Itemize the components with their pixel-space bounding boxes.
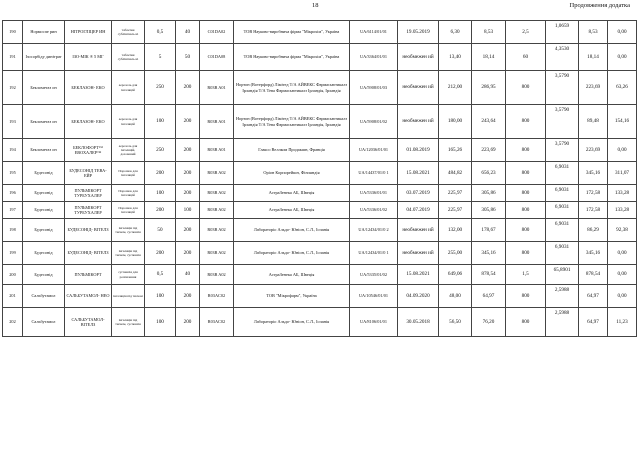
cell-drug-name: Сальбутамол <box>23 308 65 337</box>
cell-registration-number: UA/6114/01/01 <box>350 21 398 44</box>
cell-row-number: 190 <box>3 21 23 44</box>
cell-dose: 5 <box>145 44 176 71</box>
cell-copayment: 311,07 <box>608 162 637 185</box>
cell-ddd-cost: 6,9031 <box>546 162 579 185</box>
cell-registration-number: UA/8106/01/01 <box>350 308 398 337</box>
cell-atc-code: R03AC02 <box>200 308 234 337</box>
cell-trade-name: БЕКЛОФОРТ™ ЕВОХАЛЕР™ <box>65 139 112 162</box>
cell-ddd-cost: 1,0659 <box>546 21 579 44</box>
cell-drug-name: Беклометаз он <box>23 139 65 162</box>
cell-quantity: 100 <box>176 202 200 219</box>
cell-ddd: 800 <box>506 219 546 242</box>
table-row <box>3 185 637 202</box>
cell-row-number: 191 <box>3 44 23 71</box>
cell-trade-name: ІЗО-МІК ® 5 МГ <box>65 44 112 71</box>
cell-ddd: 800 <box>506 285 546 308</box>
cell-copayment: 0,00 <box>608 139 637 162</box>
cell-drug-name: Будесонід <box>23 265 65 285</box>
cell-registration-number: UA/5908/01/03 <box>350 71 398 105</box>
cell-expiry-date: 15.08.2021 <box>398 162 439 185</box>
cell-reimbursement-amount: 172,58 <box>579 202 608 219</box>
cell-dosage-form: інгаляція під тиском, суспензія <box>112 308 145 337</box>
cell-trade-name: ПУЛЬМІКОРТ ТУРБУХАЛЕР <box>65 185 112 202</box>
cell-wholesale-price: 132,00 <box>439 219 472 242</box>
cell-wholesale-price: 6,30 <box>439 21 472 44</box>
cell-row-number: 202 <box>3 308 23 337</box>
cell-wholesale-price: 255,00 <box>439 242 472 265</box>
continuation-label: Продовження додатка <box>569 2 630 9</box>
cell-copayment: 133,28 <box>608 185 637 202</box>
cell-copayment: 154,16 <box>608 105 637 139</box>
cell-registration-number: UA/5336/01/01 <box>350 185 398 202</box>
cell-trade-name: ПУЛЬМІКОРТ ТУРБУХАЛЕР <box>65 202 112 219</box>
cell-copayment: 63,26 <box>608 71 637 105</box>
cell-dose: 250 <box>145 71 176 105</box>
cell-drug-name: Будесонід <box>23 202 65 219</box>
cell-reimbursement-amount: 223,69 <box>579 139 608 162</box>
cell-dose: 200 <box>145 202 176 219</box>
cell-row-number: 192 <box>3 71 23 105</box>
cell-dose: 100 <box>145 185 176 202</box>
cell-wholesale-price: 484,82 <box>439 162 472 185</box>
table-row <box>3 308 637 337</box>
cell-atc-code: R03B A02 <box>200 265 234 285</box>
table-row <box>3 21 637 44</box>
cell-retail-price: 76,20 <box>472 308 506 337</box>
cell-expiry-date: 01.08.2019 <box>398 139 439 162</box>
cell-quantity: 200 <box>176 71 200 105</box>
cell-ddd: 1,5 <box>506 265 546 285</box>
cell-ddd-cost: 3,5790 <box>546 139 579 162</box>
cell-trade-name: БУДЕСОНІД ТЕВА-ЕЙР <box>65 162 112 185</box>
cell-row-number: 194 <box>3 139 23 162</box>
cell-dose: 100 <box>145 105 176 139</box>
cell-ddd: 800 <box>506 71 546 105</box>
cell-reimbursement-amount: 89,48 <box>579 105 608 139</box>
cell-reimbursement-amount: 64,97 <box>579 308 608 337</box>
cell-quantity: 200 <box>176 308 200 337</box>
cell-quantity: 200 <box>176 219 200 242</box>
cell-atc-code: R03B A02 <box>200 185 234 202</box>
cell-atc-code: C01DA08 <box>200 44 234 71</box>
cell-trade-name: САЛЬБУТАМОЛ- ВІТЕЛЗ <box>65 308 112 337</box>
cell-dose: 0,5 <box>145 265 176 285</box>
cell-drug-name: Ізосорбіду динітрат <box>23 44 65 71</box>
cell-copayment: 0,00 <box>608 21 637 44</box>
cell-ddd-cost: 3,5790 <box>546 105 579 139</box>
cell-drug-name: Будесонід <box>23 242 65 265</box>
cell-dosage-form: таблетки сублінгваль ні <box>112 21 145 44</box>
cell-dosage-form: суспензія для розпилення <box>112 265 145 285</box>
cell-manufacturer: АстраЗенека АБ, Швеція <box>234 265 350 285</box>
cell-row-number: 193 <box>3 105 23 139</box>
cell-registration-number: UA/12434/01/0 2 <box>350 219 398 242</box>
table-row <box>3 105 637 139</box>
cell-manufacturer: Глаксо Веллком Продакшн, Франція <box>234 139 350 162</box>
cell-quantity: 40 <box>176 265 200 285</box>
cell-dose: 100 <box>145 308 176 337</box>
cell-ddd: 800 <box>506 308 546 337</box>
cell-manufacturer: АстраЗенека АБ, Швеція <box>234 185 350 202</box>
cell-wholesale-price: 225,97 <box>439 185 472 202</box>
cell-row-number: 200 <box>3 265 23 285</box>
cell-expiry-date: 04.07.2019 <box>398 202 439 219</box>
cell-atc-code: C01DA02 <box>200 21 234 44</box>
cell-wholesale-price: 180,00 <box>439 105 472 139</box>
cell-expiry-date: 19.05.2019 <box>398 21 439 44</box>
cell-manufacturer: ТОВ "Мікрофарм", Україна <box>234 285 350 308</box>
cell-manufacturer: Нортон (Вотерфорд) Лімітед Т/А АЙВЕКС Фармасьютикалз Ірландія Т/А Тева Фармасьютикалз Ірландія, Ірландія <box>234 71 350 105</box>
cell-dose: 200 <box>145 242 176 265</box>
table-row <box>3 219 637 242</box>
cell-copayment: 0,00 <box>608 265 637 285</box>
cell-dosage-form: Порошок для інгаляцій <box>112 202 145 219</box>
medicines-register-table <box>2 20 637 337</box>
cell-copayment: 0,00 <box>608 242 637 265</box>
cell-copayment: 0,00 <box>608 44 637 71</box>
table-row <box>3 44 637 71</box>
cell-retail-price: 878,54 <box>472 265 506 285</box>
cell-expiry-date: необмежен ий <box>398 71 439 105</box>
cell-trade-name: НІТРОГЛІЦЕР ИН <box>65 21 112 44</box>
cell-wholesale-price: 56,50 <box>439 308 472 337</box>
cell-expiry-date: необмежен ий <box>398 44 439 71</box>
cell-manufacturer: Лабораторіо Альдо- Юніон, С.Л., Іспанія <box>234 219 350 242</box>
table-row <box>3 202 637 219</box>
cell-expiry-date: 04.09.2020 <box>398 285 439 308</box>
cell-dosage-form: аерозоль для інгаляцій <box>112 105 145 139</box>
cell-manufacturer: АстраЗенека АБ, Швеція <box>234 202 350 219</box>
cell-retail-price: 8,53 <box>472 21 506 44</box>
cell-copayment: 11,23 <box>608 308 637 337</box>
cell-wholesale-price: 165,26 <box>439 139 472 162</box>
cell-copayment: 0,00 <box>608 285 637 308</box>
cell-dose: 0,5 <box>145 21 176 44</box>
cell-reimbursement-amount: 172,58 <box>579 185 608 202</box>
cell-atc-code: R03B A02 <box>200 162 234 185</box>
cell-trade-name: БУДЕСОНІД- ВІТЕЛЗ <box>65 219 112 242</box>
cell-expiry-date: 15.08.2021 <box>398 265 439 285</box>
cell-ddd-cost: 6,9031 <box>546 185 579 202</box>
cell-quantity: 200 <box>176 285 200 308</box>
cell-trade-name: БУДЕСОНІД- ВІТЕЛЗ <box>65 242 112 265</box>
cell-retail-price: 656,23 <box>472 162 506 185</box>
cell-copayment: 92,38 <box>608 219 637 242</box>
cell-trade-name: САЛЬБУТАМОЛ- НЕО <box>65 285 112 308</box>
cell-dose: 200 <box>145 162 176 185</box>
cell-ddd: 800 <box>506 185 546 202</box>
cell-wholesale-price: 212,00 <box>439 71 472 105</box>
table-row <box>3 265 637 285</box>
cell-manufacturer: Нортон (Вотерфорд) Лімітед Т/А АЙВЕКС Фармасьютикалз Ірландія Т/А Тева Фармасьютикалз Ірландія, Ірландія <box>234 105 350 139</box>
cell-retail-price: 18,14 <box>472 44 506 71</box>
cell-ddd-cost: 2,5988 <box>546 308 579 337</box>
cell-ddd: 800 <box>506 242 546 265</box>
cell-dosage-form: Порошок для інгаляцій <box>112 162 145 185</box>
cell-quantity: 50 <box>176 44 200 71</box>
cell-retail-price: 305,86 <box>472 202 506 219</box>
cell-expiry-date: 03.07.2019 <box>398 185 439 202</box>
cell-expiry-date: необмежен ий <box>398 105 439 139</box>
cell-registration-number: UA/10546/01/01 <box>350 285 398 308</box>
cell-reimbursement-amount: 64,97 <box>579 285 608 308</box>
cell-wholesale-price: 225,97 <box>439 202 472 219</box>
cell-ddd: 800 <box>506 139 546 162</box>
cell-manufacturer: ТОВ Науково-виробнича фірма "Мікрохім", Україна <box>234 21 350 44</box>
cell-trade-name: ПУЛЬМІКОРТ <box>65 265 112 285</box>
cell-dosage-form: інгаляція під тиском, суспензія <box>112 219 145 242</box>
cell-ddd: 800 <box>506 202 546 219</box>
cell-manufacturer: Оріон Корпорейшн, Фінляндія <box>234 162 350 185</box>
table-row <box>3 139 637 162</box>
cell-quantity: 200 <box>176 139 200 162</box>
cell-reimbursement-amount: 8,53 <box>579 21 608 44</box>
cell-registration-number: UA/5336/01/02 <box>350 202 398 219</box>
cell-dosage-form: таблетки сублінгваль ні <box>112 44 145 71</box>
cell-dose: 100 <box>145 285 176 308</box>
cell-reimbursement-amount: 86,29 <box>579 219 608 242</box>
cell-manufacturer: Лабораторіо Альдо- Юніон, С.Л., Іспанія <box>234 308 350 337</box>
cell-retail-price: 178,67 <box>472 219 506 242</box>
cell-ddd-cost: 65,8901 <box>546 265 579 285</box>
cell-drug-name: Беклометаз он <box>23 71 65 105</box>
cell-reimbursement-amount: 18,14 <box>579 44 608 71</box>
cell-quantity: 200 <box>176 162 200 185</box>
table-row <box>3 285 637 308</box>
cell-retail-price: 305,86 <box>472 185 506 202</box>
cell-reimbursement-amount: 345,16 <box>579 242 608 265</box>
cell-drug-name: Нормоспе рин <box>23 21 65 44</box>
cell-wholesale-price: 13,40 <box>439 44 472 71</box>
cell-drug-name: Будесонід <box>23 185 65 202</box>
cell-row-number: 196 <box>3 185 23 202</box>
cell-registration-number: UA/5335/01/02 <box>350 265 398 285</box>
cell-registration-number: UA/14437/01/0 1 <box>350 162 398 185</box>
cell-quantity: 200 <box>176 185 200 202</box>
cell-retail-price: 345,16 <box>472 242 506 265</box>
cell-atc-code: R03B A01 <box>200 105 234 139</box>
cell-atc-code: R03B A02 <box>200 242 234 265</box>
page-number: 18 <box>312 2 319 9</box>
cell-row-number: 198 <box>3 219 23 242</box>
cell-dosage-form: інгаляція під тиском, суспензія <box>112 242 145 265</box>
cell-quantity: 200 <box>176 242 200 265</box>
cell-quantity: 200 <box>176 105 200 139</box>
cell-ddd-cost: 6,9031 <box>546 202 579 219</box>
cell-retail-price: 243,64 <box>472 105 506 139</box>
cell-trade-name: БЕКЛАЗОН- ЕКО <box>65 105 112 139</box>
cell-registration-number: UA/12434/01/0 1 <box>350 242 398 265</box>
cell-wholesale-price: 649,06 <box>439 265 472 285</box>
table-row <box>3 162 637 185</box>
cell-ddd: 800 <box>506 105 546 139</box>
cell-expiry-date: необмежен ий <box>398 242 439 265</box>
cell-row-number: 197 <box>3 202 23 219</box>
cell-wholesale-price: 48,00 <box>439 285 472 308</box>
cell-retail-price: 223,69 <box>472 139 506 162</box>
cell-registration-number: UA/5908/01/02 <box>350 105 398 139</box>
cell-dosage-form: інгаляція під тиском <box>112 285 145 308</box>
cell-ddd: 60 <box>506 44 546 71</box>
cell-ddd-cost: 6,9031 <box>546 242 579 265</box>
cell-copayment: 133,28 <box>608 202 637 219</box>
cell-atc-code: R03B A01 <box>200 139 234 162</box>
cell-drug-name: Сальбутамол <box>23 285 65 308</box>
cell-retail-price: 64,97 <box>472 285 506 308</box>
cell-drug-name: Беклометаз он <box>23 105 65 139</box>
cell-dosage-form: аерозоль для інгаляцій <box>112 71 145 105</box>
cell-ddd-cost: 4,3530 <box>546 44 579 71</box>
cell-registration-number: UA/12036/01/01 <box>350 139 398 162</box>
cell-ddd-cost: 6,9031 <box>546 219 579 242</box>
cell-dose: 50 <box>145 219 176 242</box>
cell-reimbursement-amount: 345,16 <box>579 162 608 185</box>
cell-manufacturer: ТОВ Науково-виробнича фірма "Мікрохім", Україна <box>234 44 350 71</box>
cell-quantity: 40 <box>176 21 200 44</box>
cell-dose: 250 <box>145 139 176 162</box>
cell-expiry-date: необмежен ий <box>398 219 439 242</box>
cell-registration-number: UA/3364/01/01 <box>350 44 398 71</box>
cell-dosage-form: Порошок для інгаляцій <box>112 185 145 202</box>
cell-trade-name: БЕКЛАЗОН- ЕКО <box>65 71 112 105</box>
cell-atc-code: R03AC02 <box>200 285 234 308</box>
cell-atc-code: R03B A02 <box>200 202 234 219</box>
cell-reimbursement-amount: 878,54 <box>579 265 608 285</box>
cell-row-number: 195 <box>3 162 23 185</box>
cell-ddd-cost: 2,5988 <box>546 285 579 308</box>
table-row <box>3 242 637 265</box>
cell-row-number: 201 <box>3 285 23 308</box>
cell-retail-price: 286,95 <box>472 71 506 105</box>
cell-ddd: 800 <box>506 162 546 185</box>
cell-expiry-date: 30.05.2018 <box>398 308 439 337</box>
cell-atc-code: R03B A01 <box>200 71 234 105</box>
cell-manufacturer: Лабораторіо Альдо- Юніон, С.Л., Іспанія <box>234 242 350 265</box>
cell-reimbursement-amount: 223,69 <box>579 71 608 105</box>
cell-ddd: 2,5 <box>506 21 546 44</box>
cell-ddd-cost: 3,5790 <box>546 71 579 105</box>
cell-dosage-form: аерозоль для інгаляцій, дозований <box>112 139 145 162</box>
cell-drug-name: Будесонід <box>23 219 65 242</box>
cell-drug-name: Будесонід <box>23 162 65 185</box>
cell-atc-code: R03B A02 <box>200 219 234 242</box>
table-row <box>3 71 637 105</box>
cell-row-number: 199 <box>3 242 23 265</box>
